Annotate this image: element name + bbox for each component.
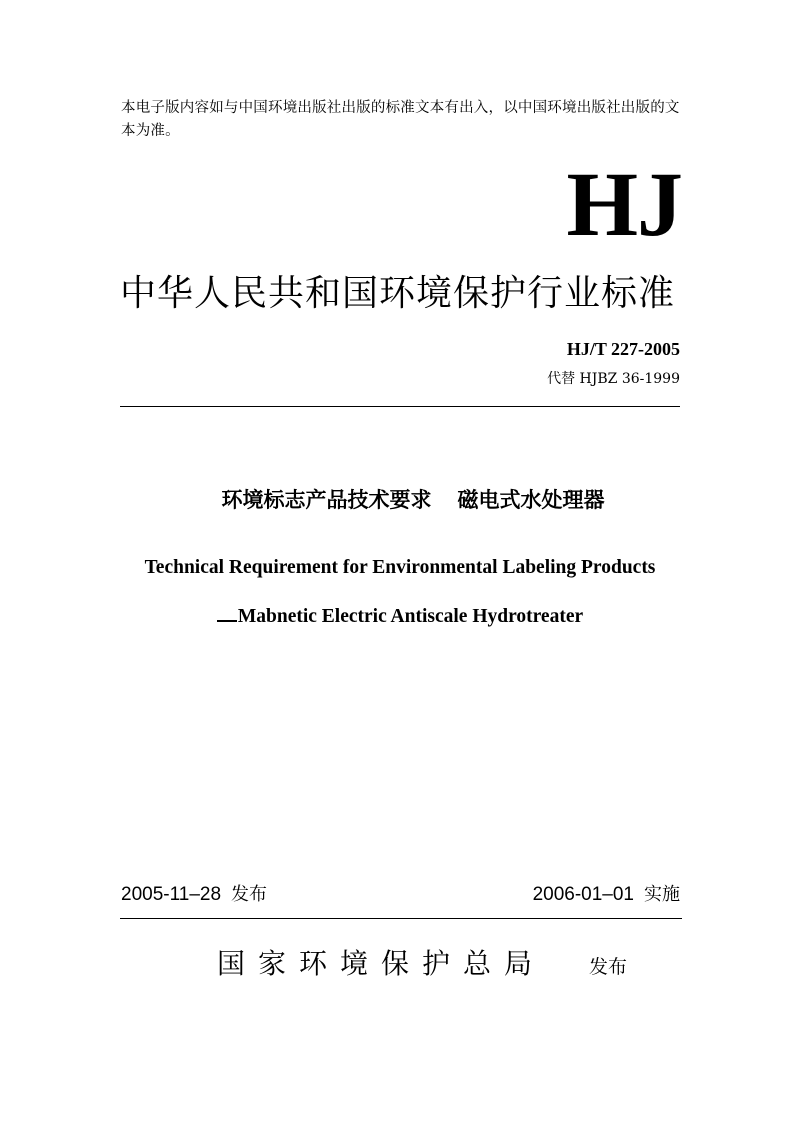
chinese-title-part2: 磁电式水处理器 <box>457 488 605 512</box>
publish-date-block <box>121 884 267 907</box>
english-title-line2-text: Mabnetic Electric Antiscale Hydrotreater <box>237 606 584 627</box>
top-divider <box>120 406 680 407</box>
disclaimer-notice: 本电子版内容如与中国环境出版社出版的标准文本有出入，以中国环境出版社出版的文本为准。 <box>121 100 680 139</box>
publish-date: 2005-11–28 <box>121 884 222 905</box>
standard-number: HJ/T 227-2005 <box>566 339 680 359</box>
publish-label: 发布 <box>231 884 268 905</box>
implement-date-block <box>533 884 680 907</box>
underline-dash <box>217 606 237 622</box>
replaces-standard: 代替 HJBZ 36-1999 <box>547 371 680 387</box>
standard-category-title: 中华人民共和国环境保护行业标准 <box>120 273 676 314</box>
bottom-divider <box>120 918 682 919</box>
english-title-line1: Technical Requirement for Environmental Labeling Products <box>144 557 656 578</box>
chinese-title-part1: 环境标志产品技术要求 <box>221 488 432 512</box>
issuer-action: 发布 <box>589 956 628 978</box>
issuing-authority: 国家环境保护总局 <box>217 947 546 980</box>
english-title-line2 <box>0 605 800 628</box>
hj-logo: HJ <box>566 153 682 255</box>
implement-label: 实施 <box>644 884 680 905</box>
implement-date: 2006-01–01 <box>532 884 634 905</box>
chinese-title <box>0 488 800 513</box>
